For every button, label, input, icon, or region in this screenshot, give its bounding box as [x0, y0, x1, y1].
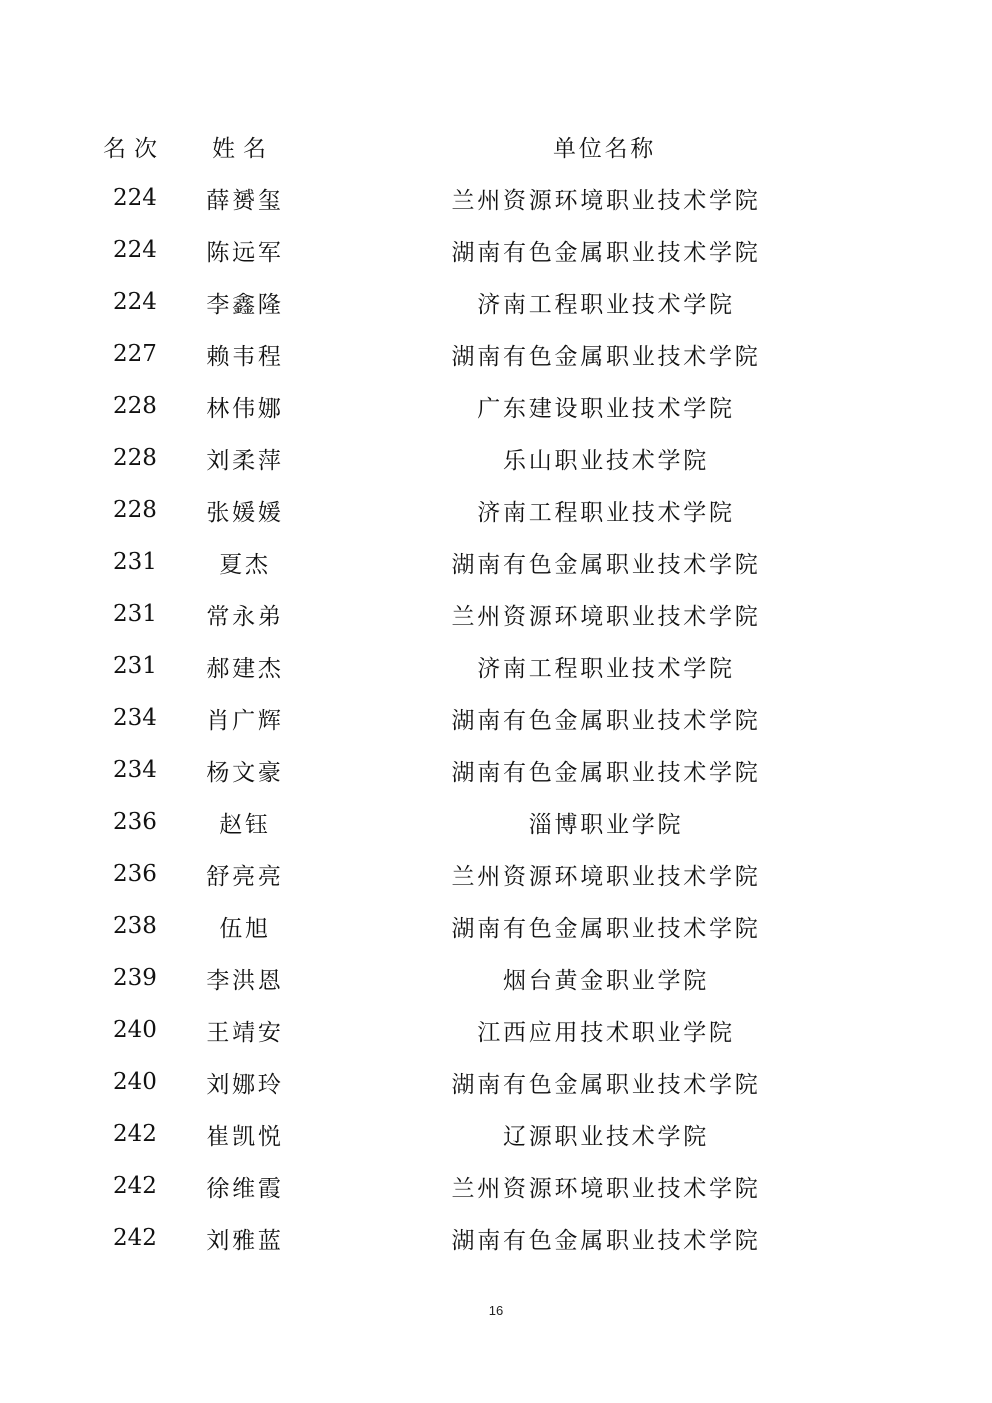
name-cell: 郝建杰	[206, 655, 284, 682]
table-row	[0, 172, 992, 224]
table-row	[0, 796, 992, 848]
header-rank: 名次	[103, 135, 166, 162]
rank-cell: 227	[113, 341, 157, 367]
unit-cell: 湖南有色金属职业技术学院	[451, 915, 761, 942]
unit-cell: 兰州资源环境职业技术学院	[451, 863, 761, 890]
table-row	[0, 1160, 992, 1212]
name-cell: 李鑫隆	[206, 291, 284, 318]
name-cell: 肖广辉	[206, 707, 284, 734]
rank-cell: 228	[113, 393, 157, 419]
unit-cell: 湖南有色金属职业技术学院	[451, 1071, 761, 1098]
rank-cell: 231	[113, 601, 157, 627]
name-cell: 刘雅蓝	[206, 1227, 284, 1254]
unit-cell: 湖南有色金属职业技术学院	[451, 759, 761, 786]
rank-cell: 240	[113, 1069, 157, 1095]
name-cell: 崔凯悦	[206, 1123, 284, 1150]
table-row	[0, 536, 992, 588]
table-row	[0, 380, 992, 432]
unit-cell: 湖南有色金属职业技术学院	[451, 239, 761, 266]
rank-cell: 228	[113, 445, 157, 471]
ranking-table	[0, 120, 992, 1264]
table-body	[0, 172, 992, 1264]
unit-cell: 江西应用技术职业学院	[477, 1019, 735, 1046]
rank-cell: 224	[113, 289, 157, 315]
unit-cell: 烟台黄金职业学院	[502, 967, 710, 994]
name-cell: 林伟娜	[206, 395, 284, 422]
table-row	[0, 1056, 992, 1108]
unit-cell: 乐山职业技术学院	[502, 447, 710, 474]
rank-cell: 242	[113, 1225, 157, 1251]
name-cell: 薛赟玺	[206, 187, 284, 214]
name-cell: 常永弟	[206, 603, 284, 630]
table-row	[0, 328, 992, 380]
unit-cell: 济南工程职业技术学院	[477, 499, 735, 526]
name-cell: 王靖安	[206, 1019, 284, 1046]
rank-cell: 231	[113, 549, 157, 575]
rank-cell: 242	[113, 1121, 157, 1147]
table-row	[0, 276, 992, 328]
name-cell: 陈远军	[206, 239, 284, 266]
unit-cell: 湖南有色金属职业技术学院	[451, 1227, 761, 1254]
rank-cell: 236	[113, 861, 157, 887]
rank-cell: 231	[113, 653, 157, 679]
table-row	[0, 1212, 992, 1264]
name-cell: 伍旭	[219, 915, 271, 942]
name-cell: 刘柔萍	[206, 447, 284, 474]
rank-cell: 238	[113, 913, 157, 939]
table-row	[0, 744, 992, 796]
rank-cell: 240	[113, 1017, 157, 1043]
name-cell: 赵钰	[219, 811, 271, 838]
unit-cell: 兰州资源环境职业技术学院	[451, 187, 761, 214]
unit-cell: 淄博职业学院	[528, 811, 684, 838]
table-row	[0, 952, 992, 1004]
name-cell: 张媛媛	[206, 499, 284, 526]
table-row	[0, 1108, 992, 1160]
unit-cell: 济南工程职业技术学院	[477, 655, 735, 682]
table-row	[0, 224, 992, 276]
rank-cell: 224	[113, 185, 157, 211]
header-name: 姓名	[212, 135, 275, 162]
header-unit: 单位名称	[553, 135, 657, 162]
page-number: 16	[488, 1303, 504, 1318]
table-row	[0, 900, 992, 952]
table-header-row	[0, 120, 992, 172]
rank-cell: 242	[113, 1173, 157, 1199]
table-row	[0, 848, 992, 900]
table-row	[0, 640, 992, 692]
unit-cell: 辽源职业技术学院	[502, 1123, 710, 1150]
rank-cell: 236	[113, 809, 157, 835]
rank-cell: 234	[113, 757, 157, 783]
rank-cell: 234	[113, 705, 157, 731]
name-cell: 徐维霞	[206, 1175, 284, 1202]
name-cell: 赖韦程	[206, 343, 284, 370]
unit-cell: 济南工程职业技术学院	[477, 291, 735, 318]
unit-cell: 兰州资源环境职业技术学院	[451, 603, 761, 630]
name-cell: 李洪恩	[206, 967, 284, 994]
name-cell: 刘娜玲	[206, 1071, 284, 1098]
name-cell: 舒亮亮	[206, 863, 284, 890]
table-row	[0, 692, 992, 744]
unit-cell: 湖南有色金属职业技术学院	[451, 343, 761, 370]
table-row	[0, 1004, 992, 1056]
table-row	[0, 588, 992, 640]
rank-cell: 228	[113, 497, 157, 523]
rank-cell: 224	[113, 237, 157, 263]
rank-cell: 239	[113, 965, 157, 991]
name-cell: 杨文豪	[206, 759, 284, 786]
unit-cell: 湖南有色金属职业技术学院	[451, 551, 761, 578]
name-cell: 夏杰	[219, 551, 271, 578]
table-row	[0, 432, 992, 484]
unit-cell: 湖南有色金属职业技术学院	[451, 707, 761, 734]
unit-cell: 兰州资源环境职业技术学院	[451, 1175, 761, 1202]
unit-cell: 广东建设职业技术学院	[477, 395, 735, 422]
table-row	[0, 484, 992, 536]
